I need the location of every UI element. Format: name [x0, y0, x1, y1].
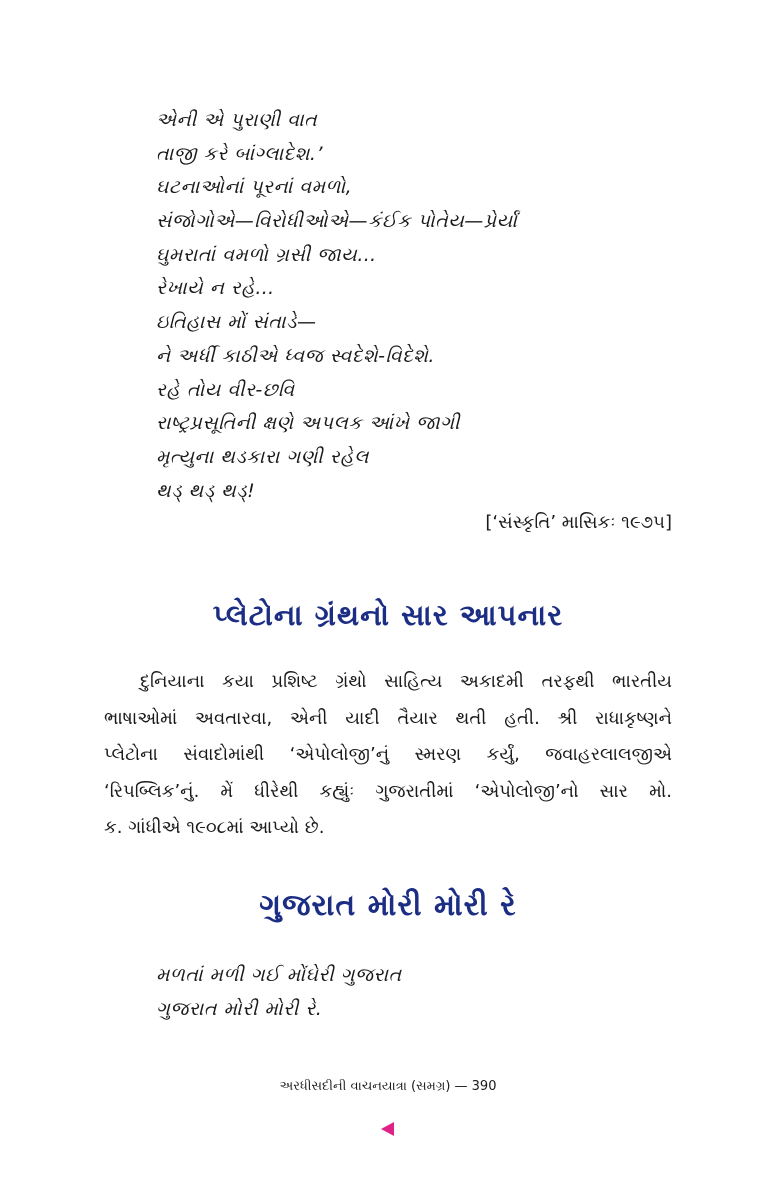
section-heading-plato: પ્લેટોના ગ્રંથનો સાર આપનાર — [212, 598, 564, 632]
poem-line: એની એ પુરાણી વાત — [156, 109, 318, 131]
paragraph-line: પ્લેટોના સંવાદોમાંથી ‘એપોલોજી’નું સ્મરણ કર્યું, જવાહરલાલજીએ — [104, 744, 672, 765]
paragraph-line: દુનિયાના કયા પ્રશિષ્ટ ગ્રંથો સાહિત્ય અકાદમી તરફથી ભારતીય — [140, 671, 672, 692]
poem-citation: [‘સંસ્કૃતિ’ માસિકઃ ૧૯૭૫] — [485, 512, 672, 533]
poem-line: ઘટનાઓનાં પૂરનાં વમળો, — [156, 176, 353, 199]
paragraph-line: ક. ગાંધીએ ૧૯૦૮માં આપ્યો છે. — [104, 817, 325, 838]
section-heading-gujarat: ગુજરાત મોરી મોરી રે — [259, 888, 517, 923]
poem-line: સંજોગોએ—વિરોધીઓએ—કંઈક પોતેય—પ્રેર્યાં — [156, 210, 518, 233]
paragraph-line: ભાષાઓમાં અવતારવા, એની યાદી તૈયાર થતી હતી. શ્રી રાધાકૃષ્ણને — [104, 707, 672, 729]
poem-line: ઘુમરાતાં વમળો ગ્રસી જાય… — [156, 243, 377, 266]
poem-block — [156, 104, 676, 508]
poem-line: રહે તોય વીર-છવિ — [156, 378, 295, 401]
section-paragraph — [104, 664, 672, 847]
song-block — [156, 958, 676, 1026]
poem-line: ને અર્ધી કાઠીએ ધ્વજ સ્વદેશે-વિદેશે. — [156, 344, 435, 367]
song-line: મળતાં મળી ગઈ મોંઘેરી ગુજરાત — [156, 964, 402, 986]
left-triangle-icon[interactable] — [381, 1122, 394, 1136]
paragraph-line: ‘રિપબ્લિક’નું. મેં ધીરેથી કહ્યુંઃ ગુજરાતીમાં ‘એપોલોજી’નો સાર મો. — [104, 780, 672, 802]
poem-line: રેખાયે ન રહે… — [156, 277, 275, 300]
poem-line: મૃત્યુના થડકારા ગણી રહેલ — [156, 445, 369, 468]
poem-line: રાષ્ટ્રપ્રસૂતિની ક્ષણે અપલક આંખે જાગી — [156, 412, 460, 435]
poem-line: તાજી કરે બાંગ્લાદેશ.’ — [156, 142, 323, 165]
poem-line: ઇતિહાસ મોં સંતાડે— — [156, 311, 317, 334]
page-footer: અરધીસદીની વાચનયાત્રા (સમગ્ર) — 390 — [279, 1079, 497, 1094]
poem-line: થડ્ થડ્ થડ્! — [156, 479, 256, 502]
song-line: ગુજરાત મોરી મોરી રે. — [156, 998, 323, 1020]
